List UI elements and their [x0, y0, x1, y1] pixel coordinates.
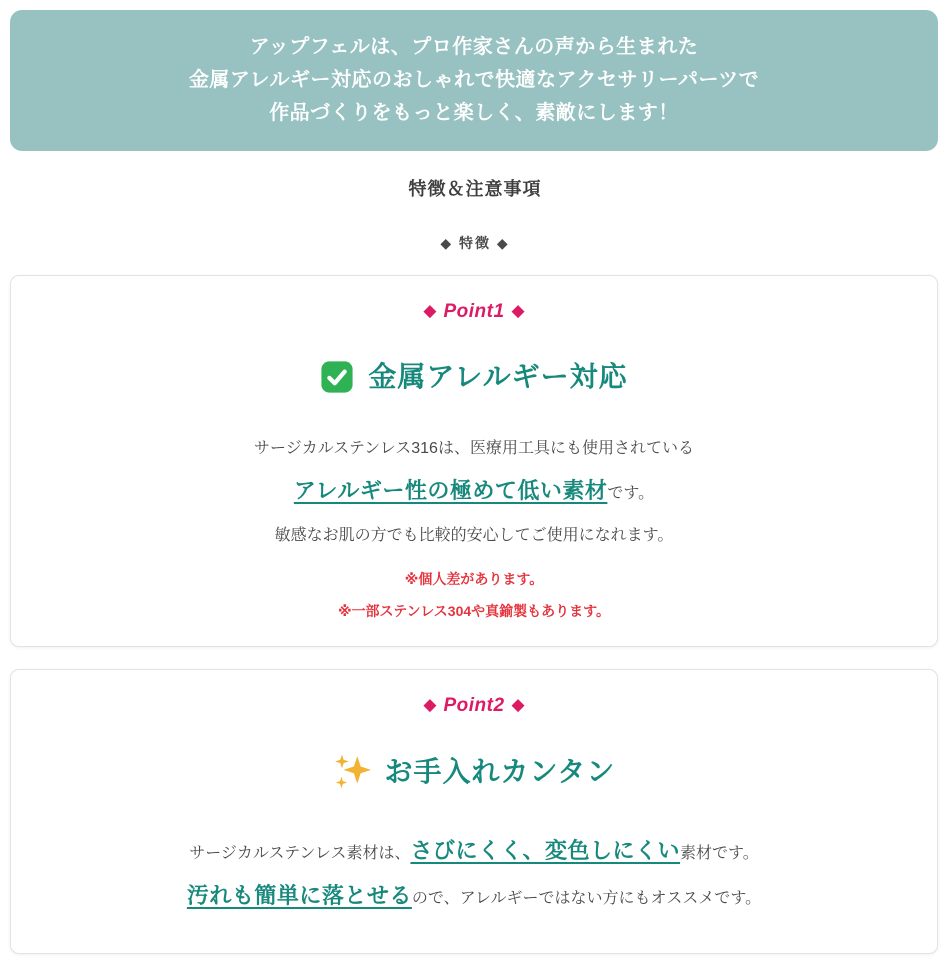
diamond-icon: ◆	[423, 695, 437, 714]
diamond-icon: ◆	[423, 301, 437, 320]
point2-title-row	[31, 753, 917, 791]
point1-note2: ※一部ステンレス304や真鍮製もあります。	[337, 603, 611, 619]
point2-body-line1	[31, 837, 917, 868]
intro-banner	[10, 10, 938, 151]
section-heading: 特徴＆注意事項	[408, 179, 542, 199]
point2-body-line2	[31, 882, 917, 913]
point1-body-line2-rest: です。	[607, 485, 655, 502]
point1-body-line3: 敏感なお肌の方でも比較的安心してご使用になれます。	[274, 527, 674, 544]
point1-title-row	[31, 359, 917, 395]
point2-emphasis2-text: 汚れも簡単に落とせる	[186, 883, 412, 908]
banner-line-2: 金属アレルギー対応のおしゃれで快適なアクセサリーパーツで	[188, 69, 760, 91]
point2-emphasis1-text: さびにくく、変色しにくい	[410, 838, 681, 863]
point1-title: 金属アレルギー対応	[368, 361, 628, 392]
point1-body-line2	[31, 477, 917, 508]
point1-label	[31, 302, 917, 321]
banner-line-1: アップフェルは、プロ作家さんの声から生まれた	[249, 36, 699, 58]
point2-label	[31, 696, 917, 715]
point2-line1-prefix: サージカルステンレス素材は、	[189, 845, 411, 862]
check-icon	[320, 360, 354, 394]
point2-label-text: Point2	[443, 695, 505, 716]
diamond-icon: ◆	[511, 301, 525, 320]
sparkles-icon	[333, 753, 371, 791]
point1-note1: ※個人差があります。	[404, 571, 544, 587]
banner-line-3: 作品づくりをもっと楽しく、素敵にします！	[269, 102, 679, 124]
point1-body-line1: サージカルステンレス316は、医療用工具にも使用されている	[254, 440, 694, 457]
point1-emphasis-text: アレルギー性の極めて低い素材	[293, 478, 608, 503]
point1-label-text: Point1	[443, 301, 505, 322]
point2-card	[10, 669, 938, 954]
point2-line1-rest: 素材です。	[680, 845, 759, 862]
section-subheading: ◆ 特徴 ◆	[440, 235, 510, 251]
point1-card	[10, 275, 938, 647]
diamond-icon: ◆	[511, 695, 525, 714]
point2-line2-rest: ので、アレルギーではない方にもオススメです。	[411, 890, 762, 907]
product-description-page	[0, 10, 950, 954]
point2-title: お手入れカンタン	[384, 756, 616, 787]
